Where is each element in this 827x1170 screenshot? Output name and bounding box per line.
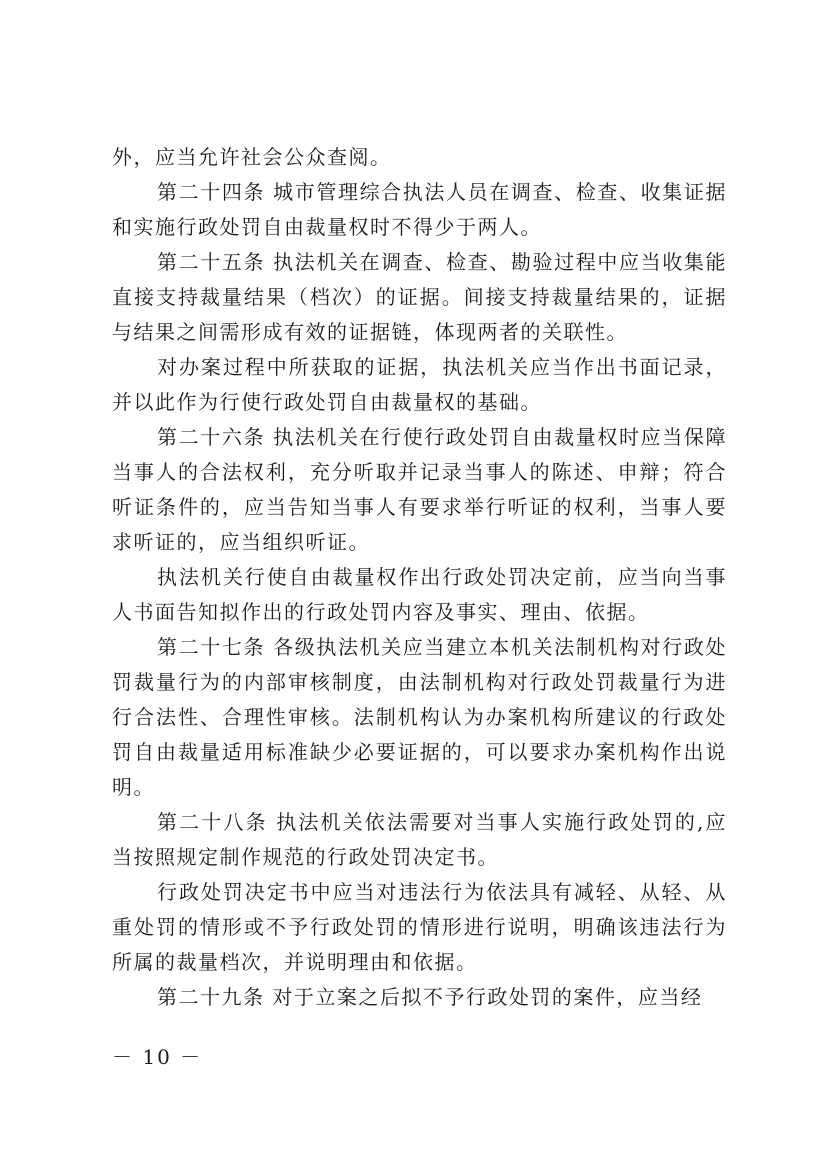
body-text — [112, 140, 727, 1015]
paragraph-article-27: 第二十七条 各级执法机关应当建立本机关法制机构对行政处罚裁量行为的内部审核制度，由法制机构对行政处罚裁量行为进行合法性、合理性审核。法制机构认为办案机构所建议的行政处罚自由裁量适用标准缺少必要证据的，可以要求办案机构作出说明。 — [112, 635, 727, 799]
paragraph-article-28-decision: 行政处罚决定书中应当对违法行为依法具有减轻、从轻、从重处罚的情形或不予行政处罚的情形进行说明，明确该违法行为所属的裁量档次，并说明理由和依据。 — [112, 880, 727, 974]
paragraph-article-25-evidence-record: 对办案过程中所获取的证据，执法机关应当作出书面记录，并以此作为行使行政处罚自由裁量权的基础。 — [112, 355, 727, 414]
paragraph-article-28: 第二十八条 执法机关依法需要对当事人实施行政处罚的,应当按照规定制作规范的行政处罚决定书。 — [112, 810, 727, 869]
paragraph-article-26-notice: 执法机关行使自由裁量权作出行政处罚决定前，应当向当事人书面告知拟作出的行政处罚内容及事实、理由、依据。 — [112, 565, 727, 624]
paragraph-article-26: 第二十六条 执法机关在行使行政处罚自由裁量权时应当保障当事人的合法权利，充分听取并记录当事人的陈述、申辩；符合听证条件的，应当告知当事人有要求举行听证的权利，当事人要求听证的，应当组织听证。 — [112, 425, 727, 554]
paragraph-article-25: 第二十五条 执法机关在调查、检查、勘验过程中应当收集能直接支持裁量结果（档次）的证据。间接支持裁量结果的，证据与结果之间需形成有效的证据链，体现两者的关联性。 — [112, 250, 727, 344]
paragraph-article-24: 第二十四条 城市管理综合执法人员在调查、检查、收集证据和实施行政处罚自由裁量权时不得少于两人。 — [112, 180, 727, 239]
page-number: － 10 － — [112, 1045, 203, 1069]
paragraph-continuation: 外，应当允许社会公众查阅。 — [112, 145, 392, 169]
paragraph-article-29: 第二十九条 对于立案之后拟不予行政处罚的案件，应当经 — [157, 985, 703, 1009]
